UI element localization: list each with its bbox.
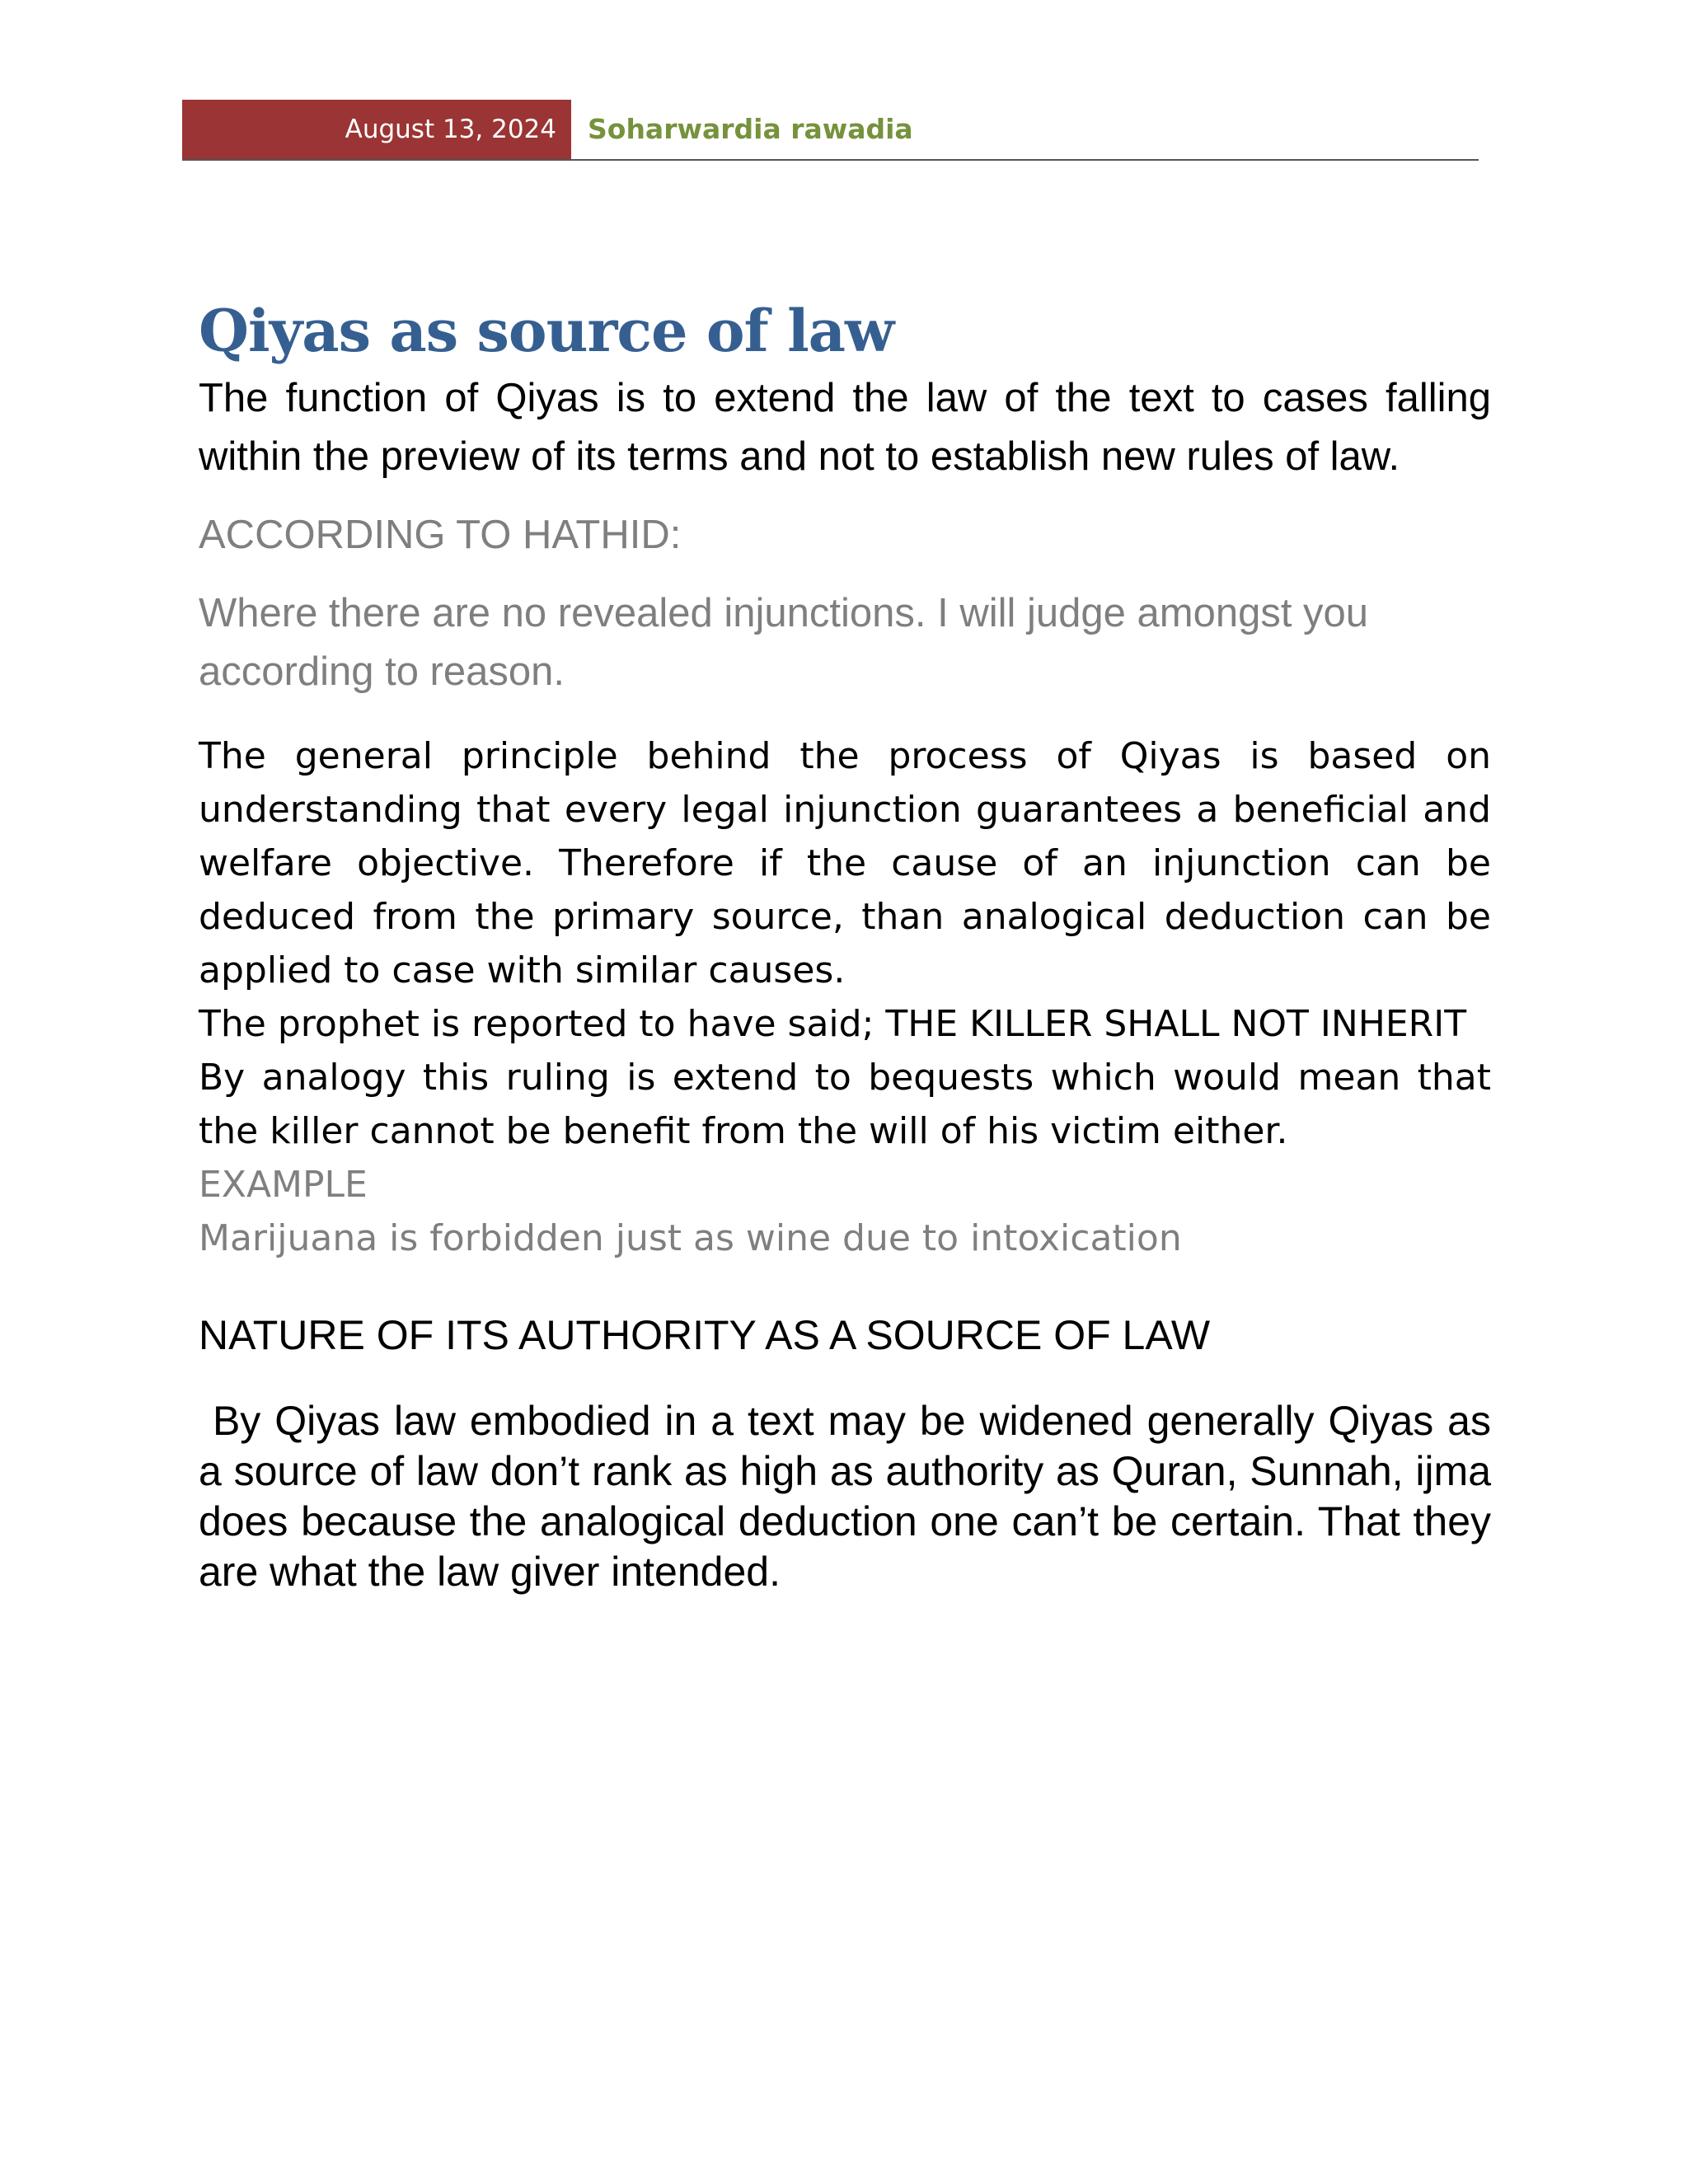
according-heading: ACCORDING TO HATHID: [199,513,682,557]
prophet-saying-paragraph: The prophet is reported to have said; THE KILLER SHALL NOT INHERIT [199,1002,1467,1045]
closing-text: By Qiyas law embodied in a text may be widened generally Qiyas as a source of law don’t rank as high as authority as Quran, Sunnah, ijma does because the analogical deduction one can’t be certain. That they are what the law giver intended. [199,1397,1491,1595]
example-text: Marijuana is forbidden just as wine due to intoxication [199,1216,1182,1259]
page-header [182,100,1479,161]
intro-paragraph: The function of Qiyas is to extend the law of the text to cases falling within the preview of its terms and not to establish new rules of law. [199,376,1491,479]
header-date-block [182,100,571,159]
document-body [199,297,1491,1597]
nature-heading: NATURE OF ITS AUTHORITY AS A SOURCE OF LAW [199,1311,1211,1358]
closing-paragraph [199,1396,1491,1597]
quote-paragraph: Where there are no revealed injunctions. I will judge amongst you according to reason. [199,590,1369,694]
general-principle-paragraph: The general principle behind the process of Qiyas is based on understanding that every legal injunction guarantees a beneficial and welfare objective. Therefore if the cause of an injunction can be deduced from the primary source, than analogical deduction can be applied to case with similar causes. [199,734,1491,991]
header-date: August 13, 2024 [345,115,556,144]
document-title: Qiyas as source of law [199,297,894,365]
header-author: Soharwardia rawadia [588,113,913,145]
analogy-paragraph: By analogy this ruling is extend to bequests which would mean that the killer cannot be benefit from the will of his victim either. [199,1056,1491,1152]
example-label: EXAMPLE [199,1163,368,1206]
